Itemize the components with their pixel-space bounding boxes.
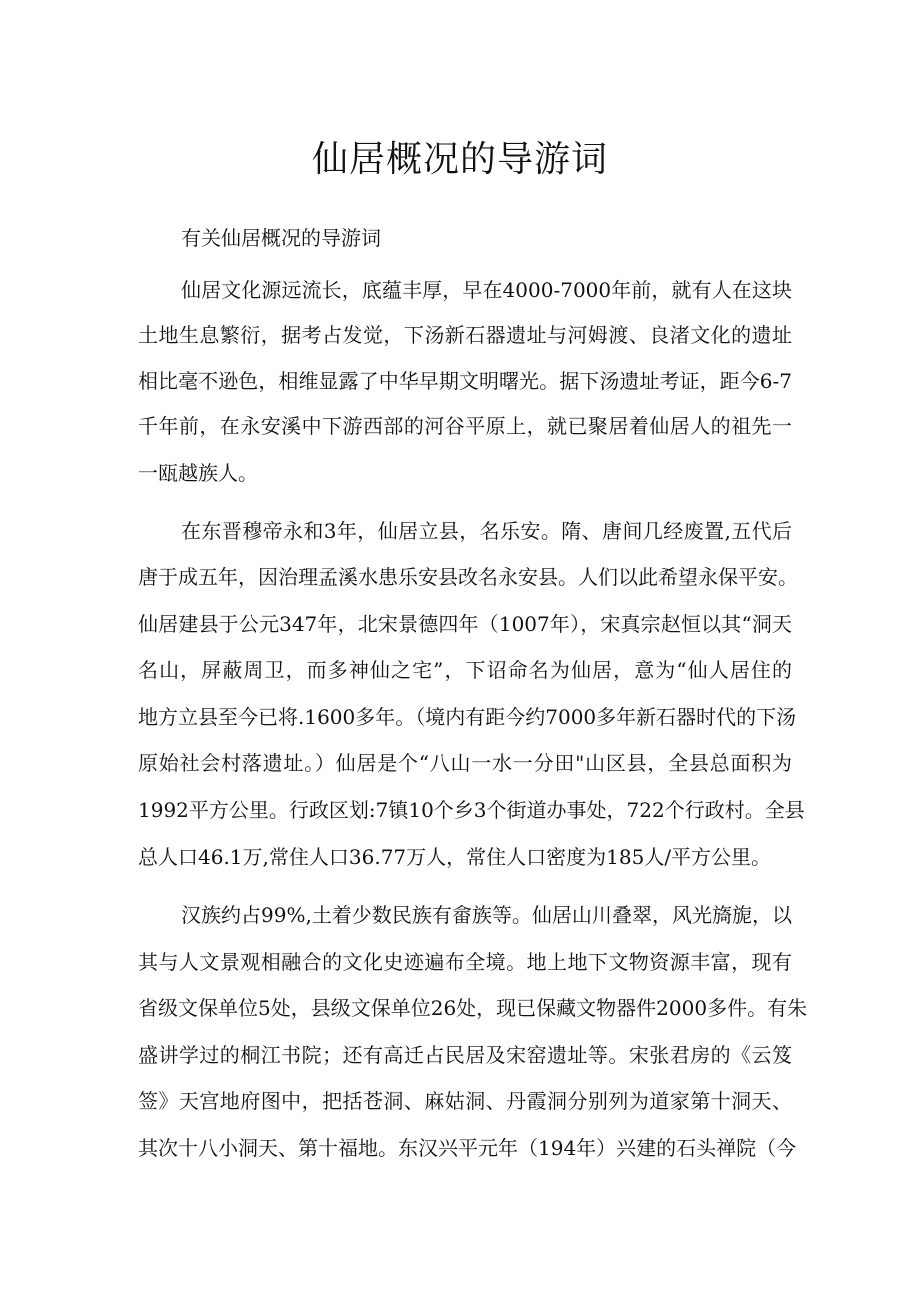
paragraph-1-line-2: 土地生息繁衍，据考占发觉，下汤新石器遗址与河姆渡、良渚文化的遗址 (138, 323, 792, 347)
paragraph-3-line-2: 其与人文景观相融合的文化史迹遍布全境。地上地下文物资源丰富，现有 (138, 950, 792, 974)
paragraph-1-line-4: 千年前，在永安溪中下游西部的河谷平原上，就已聚居着仙居人的祖先一 (138, 414, 792, 438)
paragraph-2-line-5: 地方立县至今已将.1600多年。（境内有距今约7000多年新石器时代的下汤 (138, 705, 797, 729)
paragraph-2-line-7: 1992平方公里。行政区划:7镇10个乡3个街道办事处，722个行政村。全县 (138, 798, 805, 822)
paragraph-2-line-8: 总人口46.1万,常住人口36.77万人，常住人口密度为185人/平方公里。 (138, 845, 772, 869)
paragraph-3-line-1: 汉族约占99%,土着少数民族有畲族等。仙居山川叠翠，风光旖旎，以 (181, 903, 792, 927)
paragraph-1-line-5: 一瓯越族人。 (138, 461, 258, 485)
subtitle-line: 有关仙居概况的导游词 (181, 226, 381, 250)
paragraph-3-line-3: 省级文保单位5处，县级文保单位26处，现已保藏文物器件2000多件。有朱 (138, 996, 808, 1020)
paragraph-3-line-4: 盛讲学过的桐江书院；还有高迁占民居及宋窑遗址等。宋张君房的《云笈 (138, 1043, 792, 1067)
paragraph-2-line-6: 原始社会村落遗址。）仙居是个“八山一水一分田"山区县，全县总面积为 (138, 751, 792, 775)
paragraph-1-line-3: 相比毫不逊色，相维显露了中华早期文明曙光。据下汤遗址考证，距今6-7 (138, 369, 792, 393)
document-title: 仙居概况的导游词 (311, 139, 608, 180)
paragraph-2-line-1: 在东晋穆帝永和3年，仙居立县，名乐安。隋、唐间几经废置,五代后 (181, 519, 792, 543)
paragraph-2-line-3: 仙居建县于公元347年，北宋景德四年（1007年），宋真宗赵恒以其“洞天 (138, 612, 792, 636)
paragraph-3-line-6: 其次十八小洞天、第十福地。东汉兴平元年（194年）兴建的石头禅院（今 (138, 1136, 797, 1160)
paragraph-3-line-5: 签》天宫地府图中，把括苍洞、麻姑洞、丹霞洞分别列为道家第十洞天、 (138, 1089, 792, 1113)
paragraph-2-line-2: 唐于成五年，因治理孟溪水患乐安县改名永安县。人们以此希望永保平安。 (138, 565, 798, 589)
paragraph-2-line-4: 名山，屏蔽周卫，而多神仙之宅”，下诏命名为仙居，意为“仙人居住的 (138, 658, 792, 682)
paragraph-1-line-1: 仙居文化源远流长，底蕴丰厚，早在4000-7000年前，就有人在这块 (181, 278, 792, 302)
